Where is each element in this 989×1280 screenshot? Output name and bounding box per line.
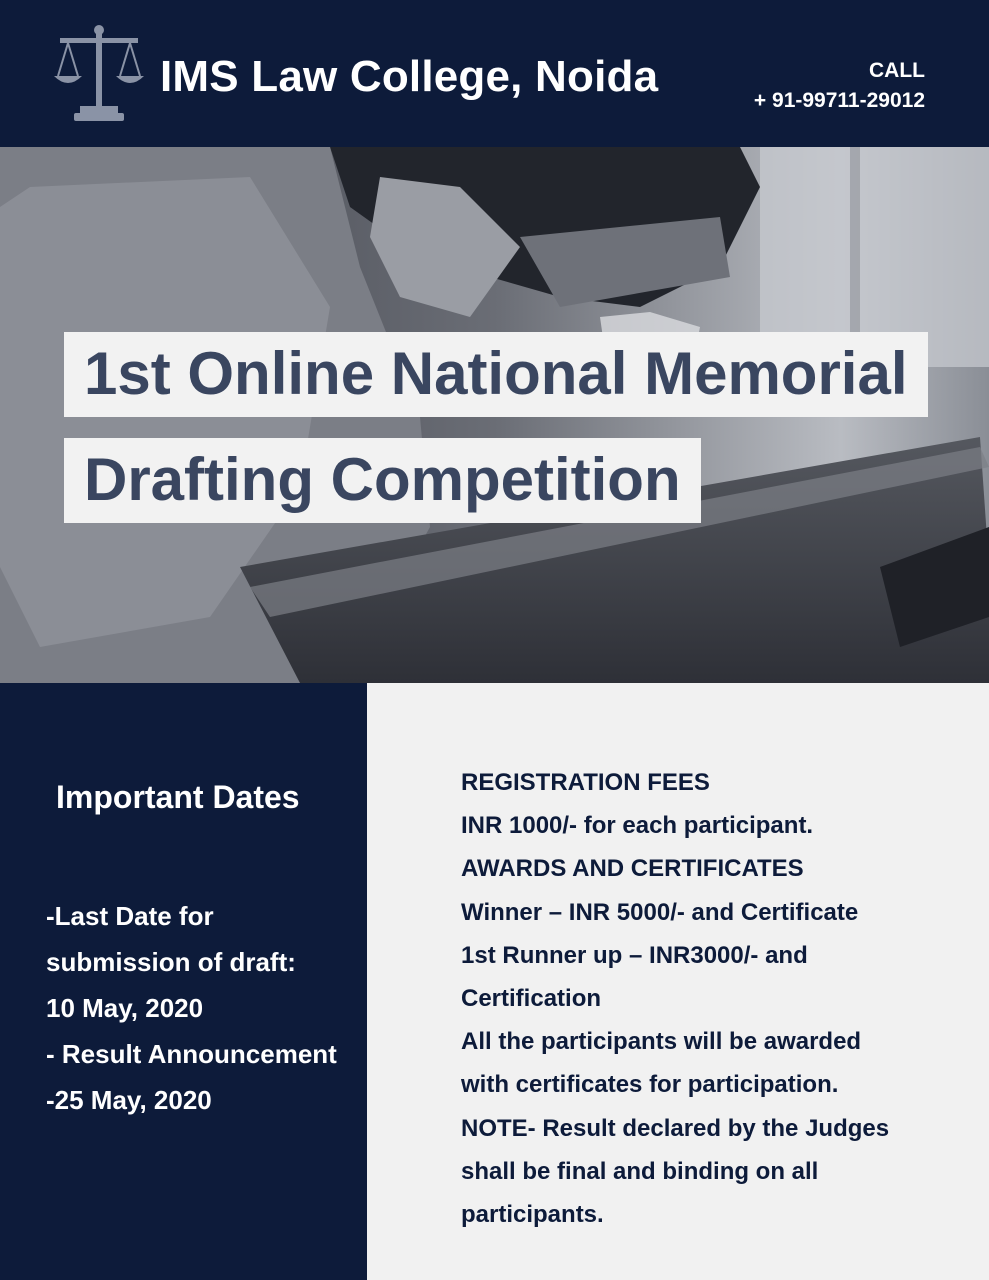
details-line: Certification — [461, 985, 602, 1013]
details-line: Winner – INR 5000/- and Certificate — [461, 898, 859, 926]
registration-fees-heading: REGISTRATION FEES — [461, 769, 710, 796]
college-name: IMS Law College, Noida — [160, 52, 659, 101]
details-line: shall be final and binding on all — [461, 1157, 819, 1185]
date-line: submission of draft: — [46, 947, 296, 977]
header-bar — [0, 0, 989, 147]
call-label: CALL — [869, 59, 925, 82]
date-line: 10 May, 2020 — [46, 993, 204, 1023]
details-list — [461, 761, 889, 1236]
awards-heading: AWARDS AND CERTIFICATES — [461, 855, 804, 883]
phone-number[interactable]: + 91-99711-29012 — [753, 89, 925, 112]
details-line: All the participants will be awarded — [461, 1028, 862, 1056]
important-dates-heading: Important Dates — [56, 779, 300, 815]
scales-of-justice-icon — [54, 24, 144, 122]
date-line: -Last Date for — [46, 901, 214, 931]
important-dates-list — [46, 893, 337, 1123]
details-line: 1st Runner up – INR3000/- and — [461, 941, 808, 969]
date-line: - Result Announcement — [46, 1039, 337, 1069]
details-panel — [367, 683, 989, 1280]
event-title-line-2: Drafting Competition — [64, 438, 701, 523]
call-info — [754, 56, 925, 116]
details-line: INR 1000/- for each participant. — [461, 812, 814, 840]
details-line: NOTE- Result declared by the Judges — [461, 1114, 890, 1142]
details-line: participants. — [461, 1201, 604, 1229]
important-dates-panel — [0, 683, 367, 1280]
date-line: -25 May, 2020 — [46, 1085, 212, 1115]
details-line: with certificates for participation. — [461, 1071, 839, 1099]
event-title-line-1: 1st Online National Memorial — [64, 332, 928, 417]
